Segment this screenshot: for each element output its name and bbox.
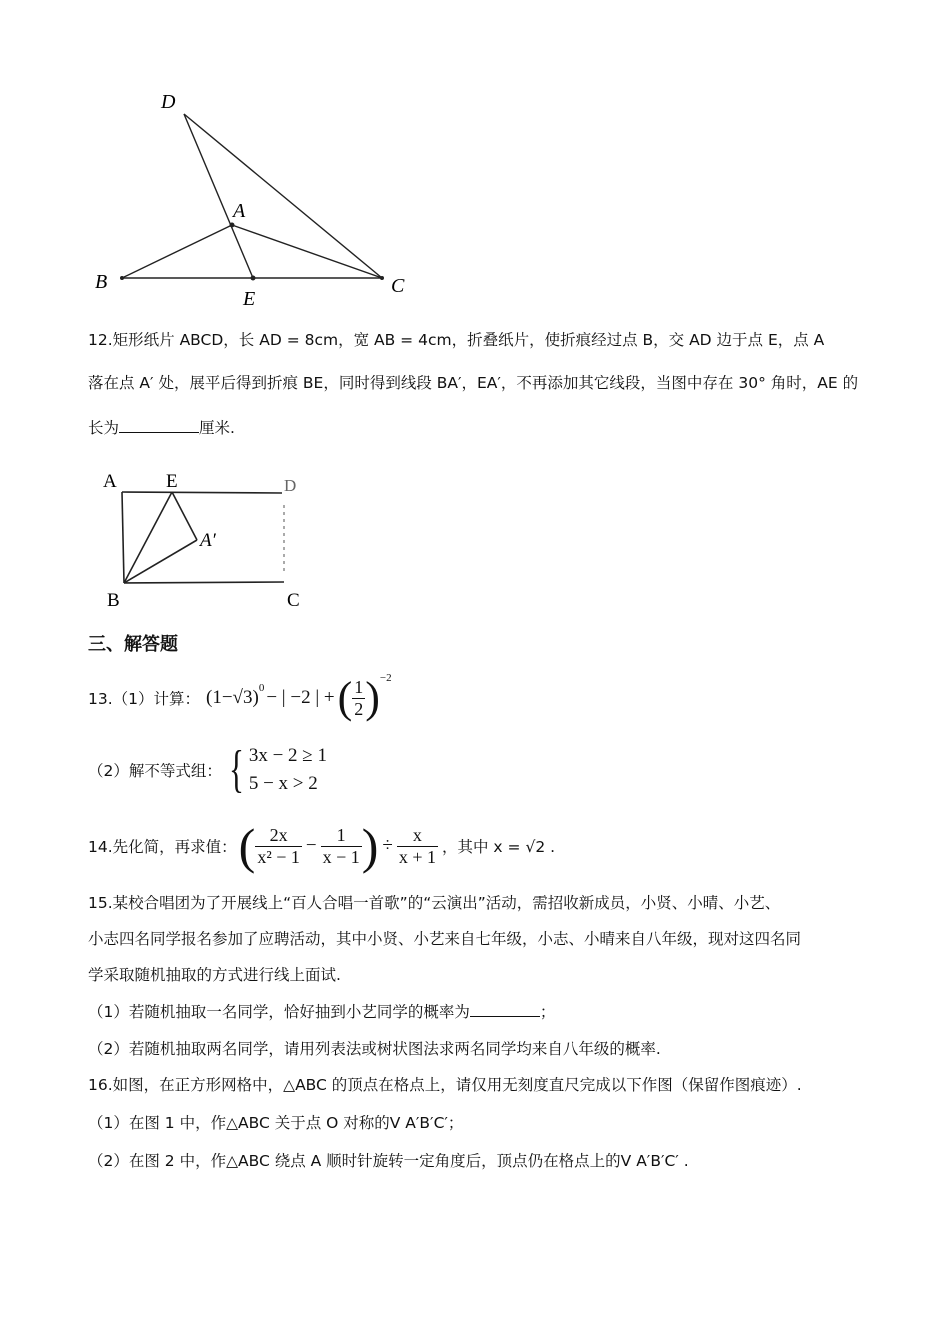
q12-line2: 落在点 A′ 处，展平后得到折痕 BE，同时得到线段 BA′，EA′，不再添加其它线段，当图中存在 30° 角时，AE 的	[88, 374, 859, 392]
q12-line3	[88, 418, 235, 438]
inequality-system	[249, 742, 327, 798]
q13-part1	[88, 672, 392, 724]
q15-line3: 学采取随机抽取的方式进行线上面试.	[88, 966, 341, 984]
label-b: B	[95, 271, 108, 293]
q14-tail: ，其中 x = √2 .	[442, 838, 556, 856]
q13-left-paren: (	[337, 673, 353, 722]
segment-ab	[122, 492, 124, 583]
q15-part1	[88, 1002, 555, 1022]
q14-left-paren: (	[238, 818, 256, 874]
q13-expr-a: (1−√3)	[206, 687, 259, 708]
label-d: D	[161, 91, 176, 113]
q16-line1: 16.如图，在正方形网格中，△ABC 的顶点在格点上，请仅用无刻度直尺完成以下作图（保留作图痕迹）.	[88, 1076, 802, 1094]
label-a: A	[233, 200, 246, 222]
q13-part1-label: 13.（1）计算：	[88, 690, 201, 708]
point-a	[230, 223, 235, 228]
segment-ac	[232, 225, 382, 278]
point-b	[120, 276, 124, 280]
segment-dc	[184, 114, 382, 278]
figure-triangle-dbc	[85, 80, 425, 310]
q14-minus: −	[305, 835, 317, 856]
q14-f3-den: x + 1	[398, 846, 436, 867]
segment-db	[184, 114, 253, 278]
q14-f2-num: 1	[321, 825, 362, 847]
q14-f2-den: x − 1	[322, 846, 360, 867]
point-e	[251, 276, 256, 281]
q14-f3-num: x	[397, 825, 438, 847]
q14-fraction-2	[321, 825, 362, 868]
inequality-1: 3x − 2 ≥ 1	[248, 745, 327, 766]
q13-frac-num: 1	[354, 676, 364, 697]
q14-divide: ÷	[382, 835, 393, 856]
label-e: E	[243, 288, 256, 310]
q16-part2: （2）在图 2 中，作△ABC 绕点 A 顺时针旋转一定角度后，顶点仍在格点上的V A′B′C′ .	[88, 1152, 689, 1170]
q13-fraction	[352, 677, 365, 720]
q14-fraction-3	[397, 825, 438, 868]
answer-blank-q12[interactable]	[119, 418, 199, 433]
segment-bc	[124, 582, 284, 583]
q14-right-paren: )	[361, 818, 379, 874]
figure-rectangle-fold	[95, 465, 315, 615]
system-brace: {	[228, 741, 244, 798]
q15-part1-end: ；	[539, 1003, 556, 1021]
q13-part2-label: （2）解不等式组：	[88, 762, 222, 780]
label-a-prime: A′	[200, 530, 216, 551]
q14	[88, 818, 555, 874]
label-c: C	[391, 275, 405, 297]
segment-ad	[122, 492, 282, 493]
q13-exp0: 0	[258, 682, 265, 694]
segment-ba	[122, 225, 232, 278]
q15-part2: （2）若随机抽取两名同学，请用列表法或树状图法求两名同学均来自八年级的概率.	[88, 1040, 661, 1058]
q13-frac-den: 2	[354, 698, 364, 719]
q14-f1-den: x² − 1	[257, 846, 300, 867]
label-a: A	[103, 471, 117, 492]
q13-right-paren: )	[365, 673, 380, 722]
section-title: 三、解答题	[88, 634, 178, 655]
q12-line3-prefix: 长为	[88, 419, 120, 437]
label-d: D	[284, 476, 297, 495]
inequality-2: 5 − x > 2	[248, 773, 318, 794]
q15-line1: 15.某校合唱团为了开展线上“百人合唱一首歌”的“云演出”活动，需招收新成员，小贤、小晴、小艺、	[88, 894, 781, 912]
q13-expr-b: − | −2 | +	[266, 687, 335, 708]
q15-part1-text: （1）若随机抽取一名同学，恰好抽到小艺同学的概率为	[88, 1003, 470, 1021]
q14-label: 14.先化简，再求值：	[88, 838, 237, 856]
answer-blank-q15[interactable]	[470, 1002, 540, 1017]
q13-part2	[88, 740, 327, 800]
point-c	[380, 276, 384, 280]
q13-exponent: −2	[379, 672, 392, 684]
q14-fraction-1	[255, 825, 302, 868]
q15-line2: 小志四名同学报名参加了应聘活动，其中小贤、小艺来自七年级，小志、小晴来自八年级，现对这四名同	[88, 930, 802, 948]
q12-line3-suffix: 厘米.	[199, 419, 235, 437]
label-b: B	[107, 590, 120, 611]
q12-line1: 12.矩形纸片 ABCD，长 AD = 8cm，宽 AB = 4cm，折叠纸片，使折痕经过点 B，交 AD 边于点 E，点 A	[88, 331, 825, 349]
label-c: C	[287, 590, 300, 611]
segment-ea2	[172, 492, 197, 540]
q16-part1: （1）在图 1 中，作△ABC 关于点 O 对称的V A′B′C′；	[88, 1114, 464, 1132]
label-e: E	[166, 471, 178, 492]
q14-f1-num: 2x	[255, 825, 302, 847]
